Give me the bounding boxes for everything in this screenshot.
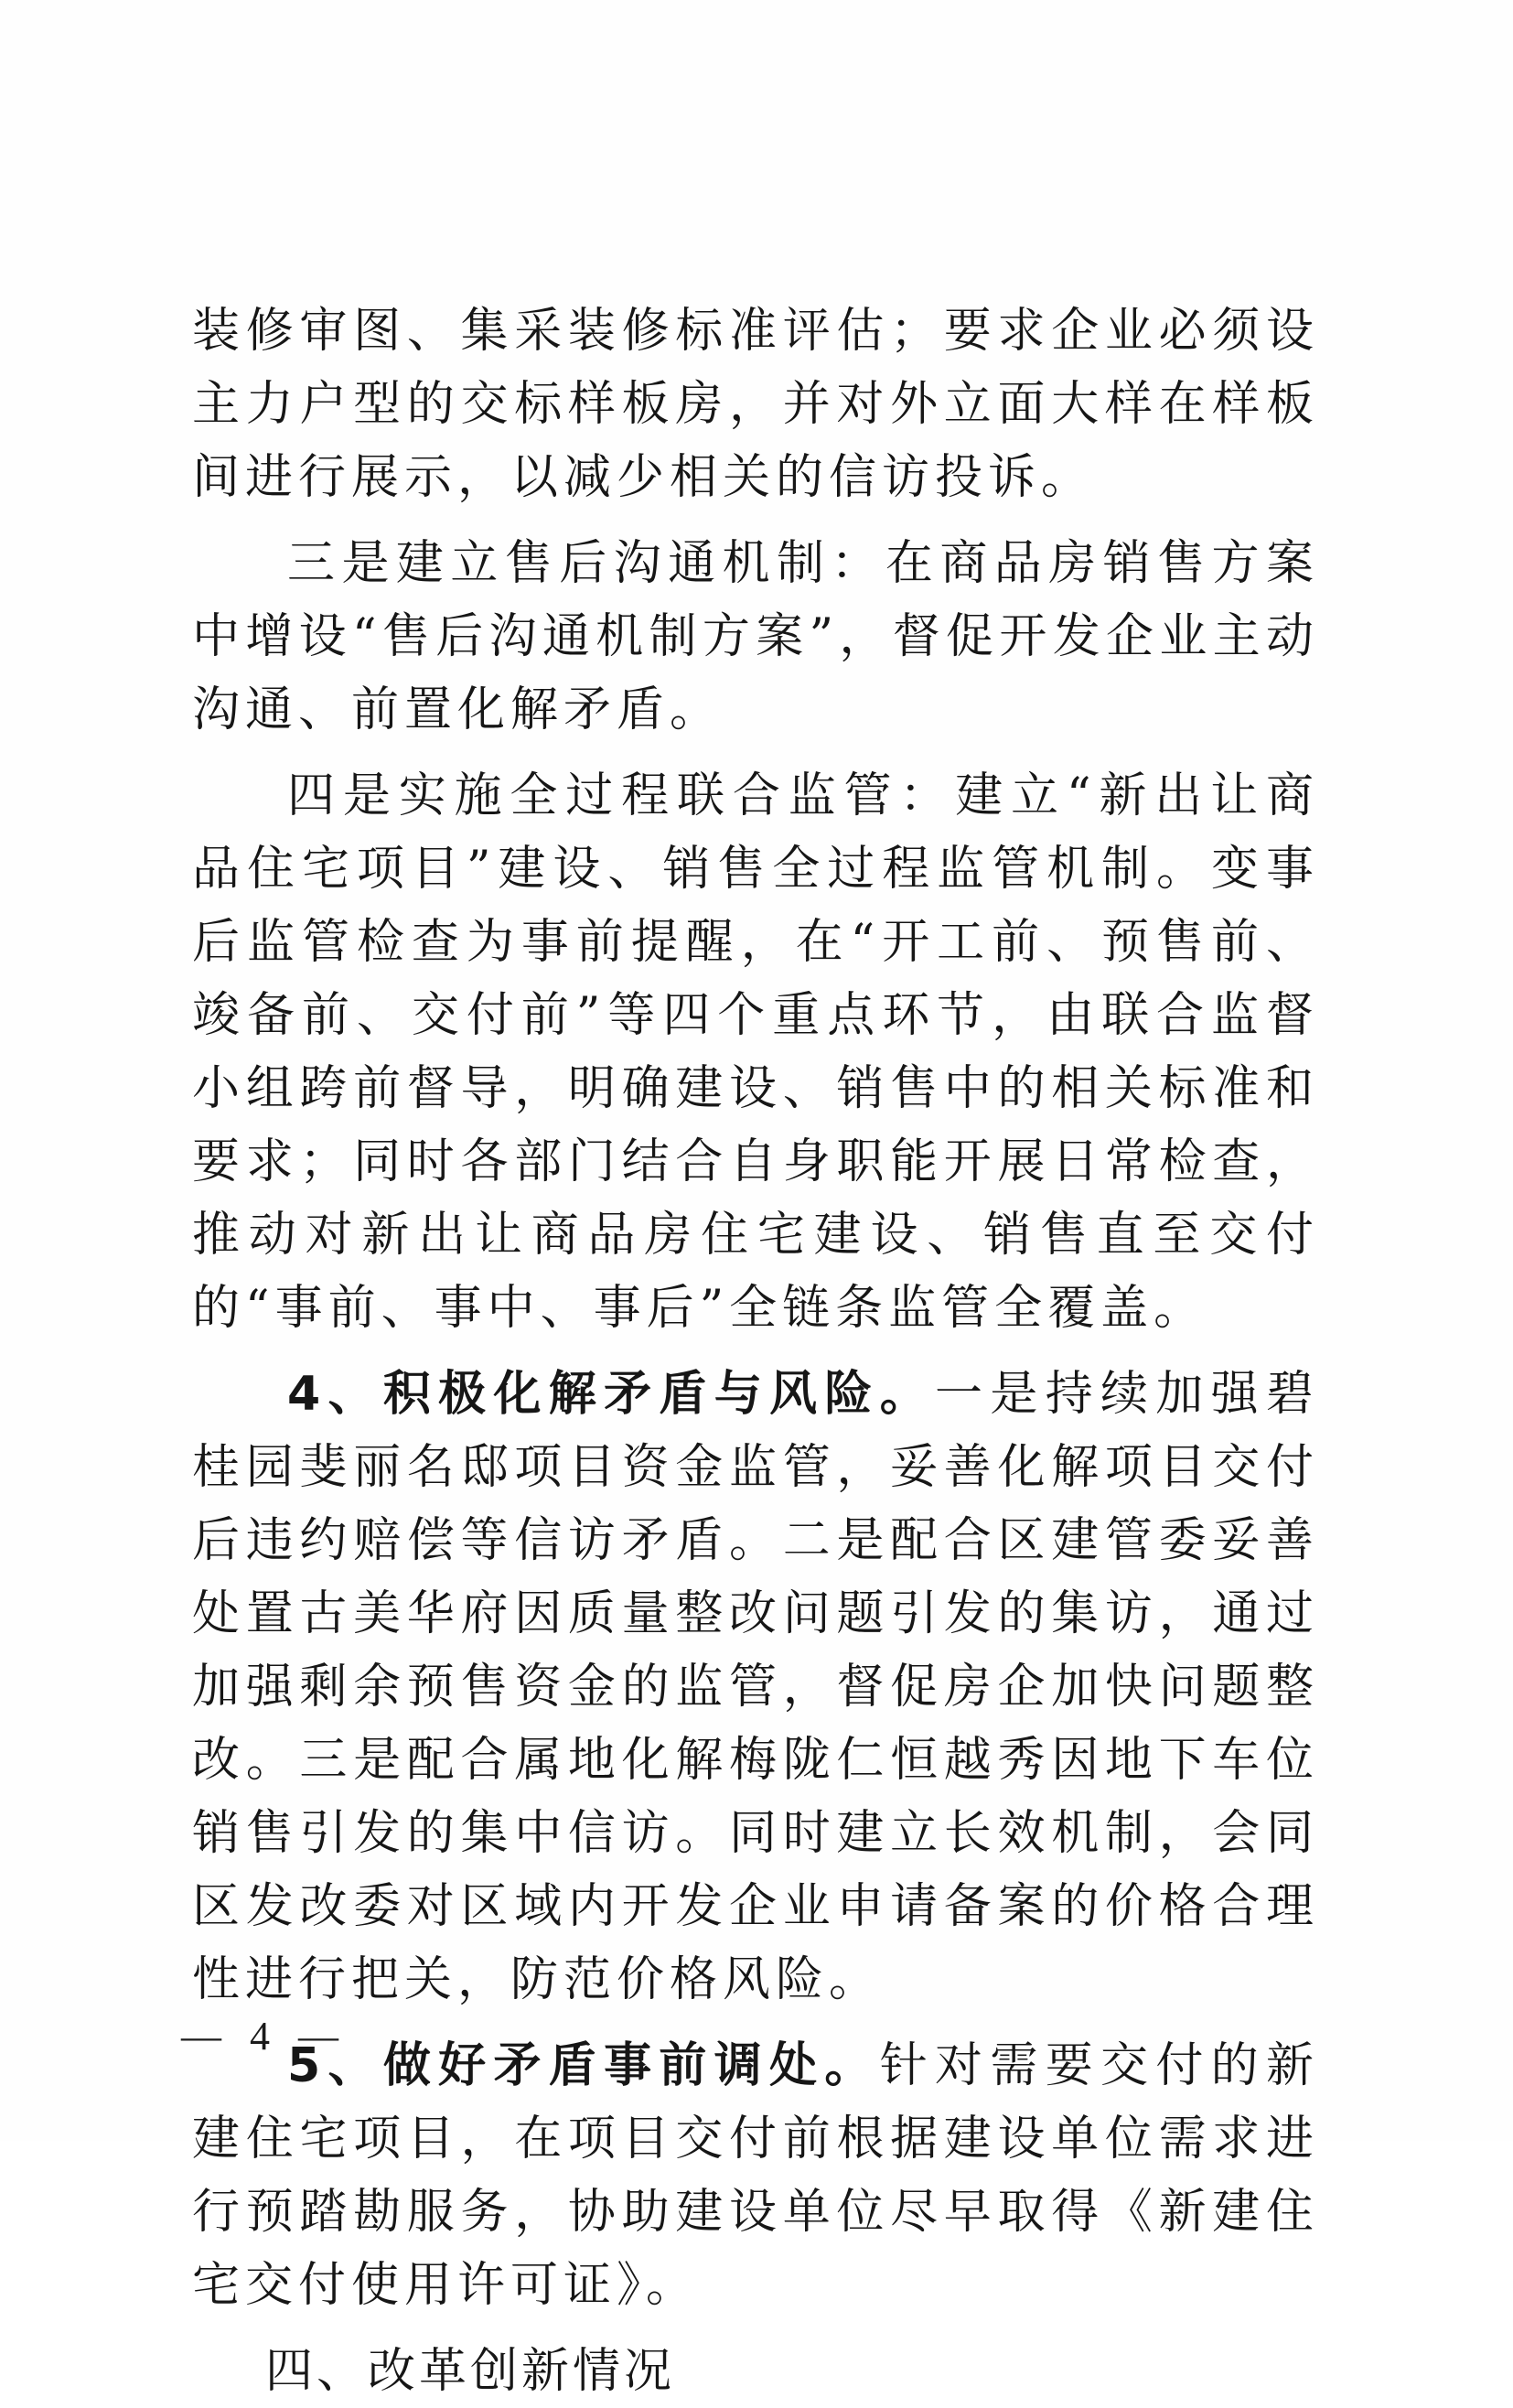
document-body — [192, 295, 1319, 2408]
item-5-text: 针对需要交付的新建住宅项目，在项目交付前根据建设单位需求进行预踏勘服务，协助建设单位尽早取得《新建住宅交付使用许可证》。 — [192, 2038, 1319, 2313]
item-4-lead: 4、积极化解矛盾与风险。 — [287, 1367, 936, 1422]
paragraph-joint-supervision: 四是实施全过程联合监管：建立“新出让商品住宅项目”建设、销售全过程监管机制。变事后监管检查为事前提醒，在“开工前、预售前、竣备前、交付前”等四个重点环节，由联合监督小组跨前督导，明确建设、销售中的相关标准和要求；同时各部门结合自身职能开展日常检查，推动对新出让商品房住宅建设、销售直至交付的“事前、事中、事后”全链条监管全覆盖。 — [192, 769, 1319, 1336]
item-5-lead: 5、做好矛盾事前调处。 — [287, 2038, 880, 2093]
paragraph-after-sales-communication: 三是建立售后沟通机制：在商品房销售方案中增设“售后沟通机制方案”，督促开发企业主动沟通、前置化解矛盾。 — [192, 536, 1319, 737]
item-4-text: 一是持续加强碧桂园斐丽名邸项目资金监管，妥善化解项目交付后违约赔偿等信访矛盾。二是配合区建管委妥善处置古美华府因质量整改问题引发的集访，通过加强剩余预售资金的监管，督促房企加快问题整改。三是配合属地化解梅陇仁恒越秀因地下车位销售引发的集中信访。同时建立长效机制，会同区发改委对区域内开发企业申请备案的价格合理性进行把关，防范价格风险。 — [192, 1367, 1319, 2007]
paragraph-item-4 — [192, 1358, 1319, 2016]
section-heading: 四、改革创新情况 — [265, 2344, 676, 2399]
paragraph-item-5 — [192, 2029, 1319, 2322]
paragraph-continuation: 装修审图、集采装修标准评估；要求企业必须设主力户型的交标样板房，并对外立面大样在样板间进行展示，以减少相关的信访投诉。 — [192, 304, 1319, 505]
page-number: — 4 — — [181, 2014, 348, 2059]
